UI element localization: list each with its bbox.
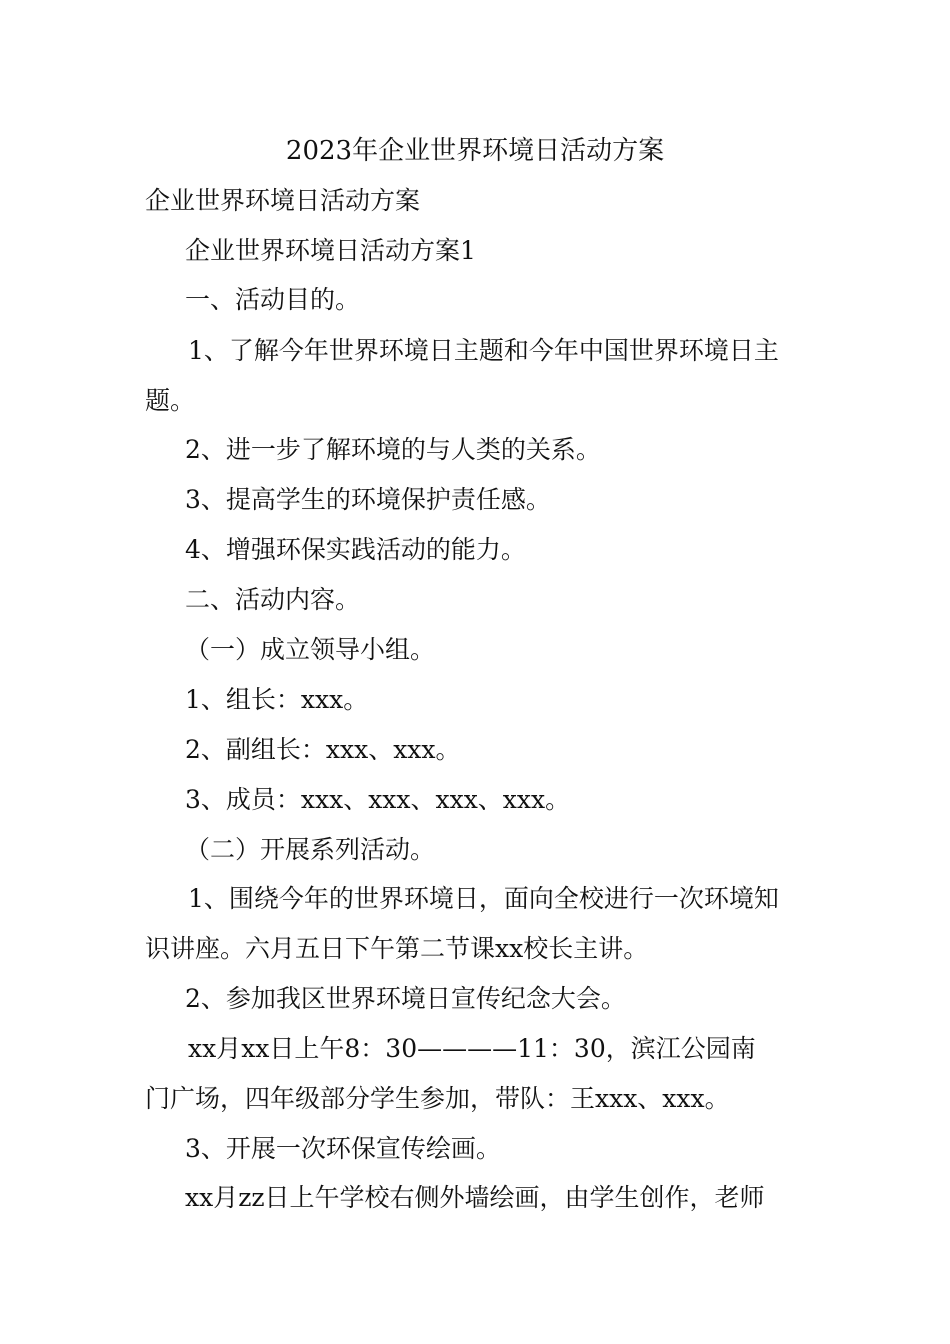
paragraph-line: 2、参加我区世界环境日宣传纪念大会。 [185, 984, 626, 1013]
paragraph-line: 3、成员：xxx、xxx、xxx、xxx。 [185, 785, 571, 814]
document-title: 2023年企业世界环境日活动方案 [285, 136, 665, 166]
paragraph-line: （二）开展系列活动。 [185, 835, 436, 864]
paragraph-line: 2、副组长：xxx、xxx。 [185, 735, 461, 764]
paragraph-line: 门广场，四年级部分学生参加，带队：王xxx、xxx。 [145, 1084, 730, 1113]
paragraph-line: 3、提高学生的环境保护责任感。 [185, 485, 551, 514]
paragraph-line: 3、开展一次环保宣传绘画。 [185, 1134, 501, 1163]
paragraph-line: 4、增强环保实践活动的能力。 [185, 535, 526, 564]
paragraph-line: 识讲座。六月五日下午第二节课xx校长主讲。 [145, 934, 649, 963]
paragraph-line: 一、活动目的。 [185, 285, 361, 314]
subsection-heading: 企业世界环境日活动方案1 [185, 236, 476, 265]
paragraph-line: 1、组长：xxx。 [185, 685, 369, 714]
paragraph-line: （一）成立领导小组。 [185, 635, 436, 664]
paragraph-line: 二、活动内容。 [185, 585, 361, 614]
paragraph-line: xx月xx日上午8：30————11：30，滨江公园南 [188, 1034, 756, 1063]
paragraph-line: xx月zz日上午学校右侧外墙绘画，由学生创作，老师 [185, 1183, 765, 1212]
paragraph-line: 1、围绕今年的世界环境日，面向全校进行一次环境知 [188, 884, 779, 913]
paragraph-line: 2、进一步了解环境的与人类的关系。 [185, 435, 601, 464]
paragraph-line: 1、了解今年世界环境日主题和今年中国世界环境日主 [188, 336, 779, 365]
section-heading: 企业世界环境日活动方案 [145, 186, 421, 215]
paragraph-line: 题。 [145, 386, 196, 415]
